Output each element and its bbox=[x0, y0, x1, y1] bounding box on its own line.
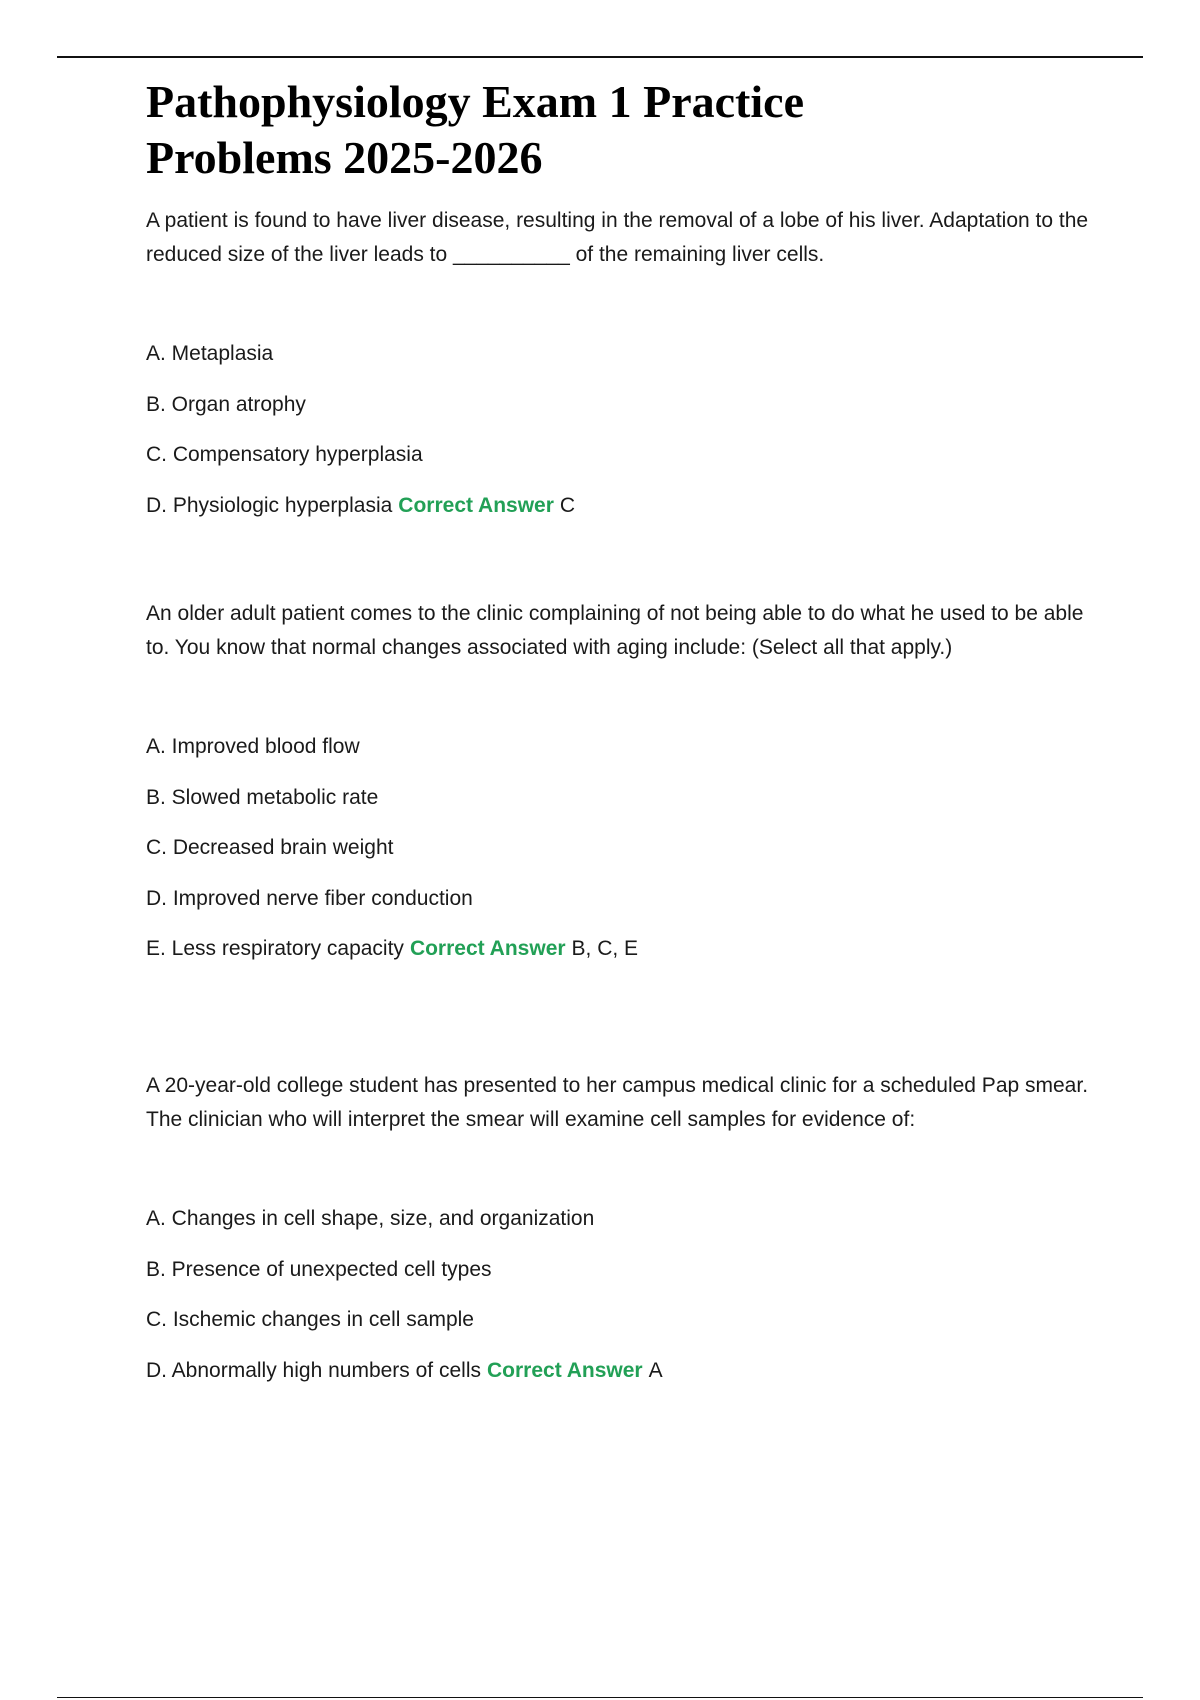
question-prompt: An older adult patient comes to the clinic complaining of not being able to do what he used to be able to. You know that normal changes associated with aging include: (Select all that apply.) bbox=[146, 602, 1084, 659]
option-item: C. Compensatory hyperplasia bbox=[146, 443, 423, 467]
correct-answer-value: C bbox=[559, 493, 576, 517]
option-item: A. Metaplasia bbox=[146, 342, 274, 365]
question-prompt: A 20-year-old college student has presented to her campus medical clinic for a scheduled Pap smear. The clinician who will interpret the smear will examine cell samples for evidence of: bbox=[146, 1074, 1089, 1131]
option-item: D. Improved nerve fiber conduction bbox=[146, 886, 473, 910]
question-prompt: A patient is found to have liver disease, resulting in the removal of a lobe of his liver. Adaptation to the reduced size of the liver leads to __________ of the remaining liver cells. bbox=[146, 209, 1089, 266]
bottom-divider bbox=[57, 1697, 1143, 1698]
option-text: D. Physiologic hyperplasia bbox=[146, 493, 393, 517]
option-text: D. Abnormally high numbers of cells bbox=[146, 1358, 481, 1382]
question-block-2 bbox=[146, 597, 1096, 985]
correct-answer-label: Correct Answer bbox=[409, 937, 566, 961]
question-block-1 bbox=[146, 204, 1096, 541]
option-list bbox=[146, 1204, 1096, 1386]
correct-answer-value: B, C, E bbox=[571, 937, 639, 961]
top-divider bbox=[57, 56, 1143, 58]
option-item: B. Slowed metabolic rate bbox=[146, 785, 379, 809]
option-text: E. Less respiratory capacity bbox=[146, 937, 404, 961]
option-item: B. Presence of unexpected cell types bbox=[146, 1257, 492, 1281]
option-item-last bbox=[146, 1356, 1096, 1386]
page-title: Pathophysiology Exam 1 Practice Problems 2025-2026 bbox=[146, 76, 804, 183]
option-item: B. Organ atrophy bbox=[146, 392, 306, 416]
option-item: A. Changes in cell shape, size, and organization bbox=[146, 1207, 595, 1230]
option-list bbox=[146, 339, 1096, 521]
option-item-last bbox=[146, 934, 1096, 964]
document-body bbox=[146, 74, 1096, 1382]
correct-answer-value: A bbox=[648, 1358, 663, 1382]
correct-answer-label: Correct Answer bbox=[398, 493, 554, 517]
option-item: C. Decreased brain weight bbox=[146, 836, 394, 860]
correct-answer-label: Correct Answer bbox=[487, 1358, 643, 1382]
option-item: A. Improved blood flow bbox=[146, 735, 360, 758]
option-item: C. Ischemic changes in cell sample bbox=[146, 1308, 474, 1332]
question-block-3 bbox=[146, 1069, 1096, 1406]
option-list bbox=[146, 732, 1096, 964]
option-item-last bbox=[146, 491, 1096, 521]
